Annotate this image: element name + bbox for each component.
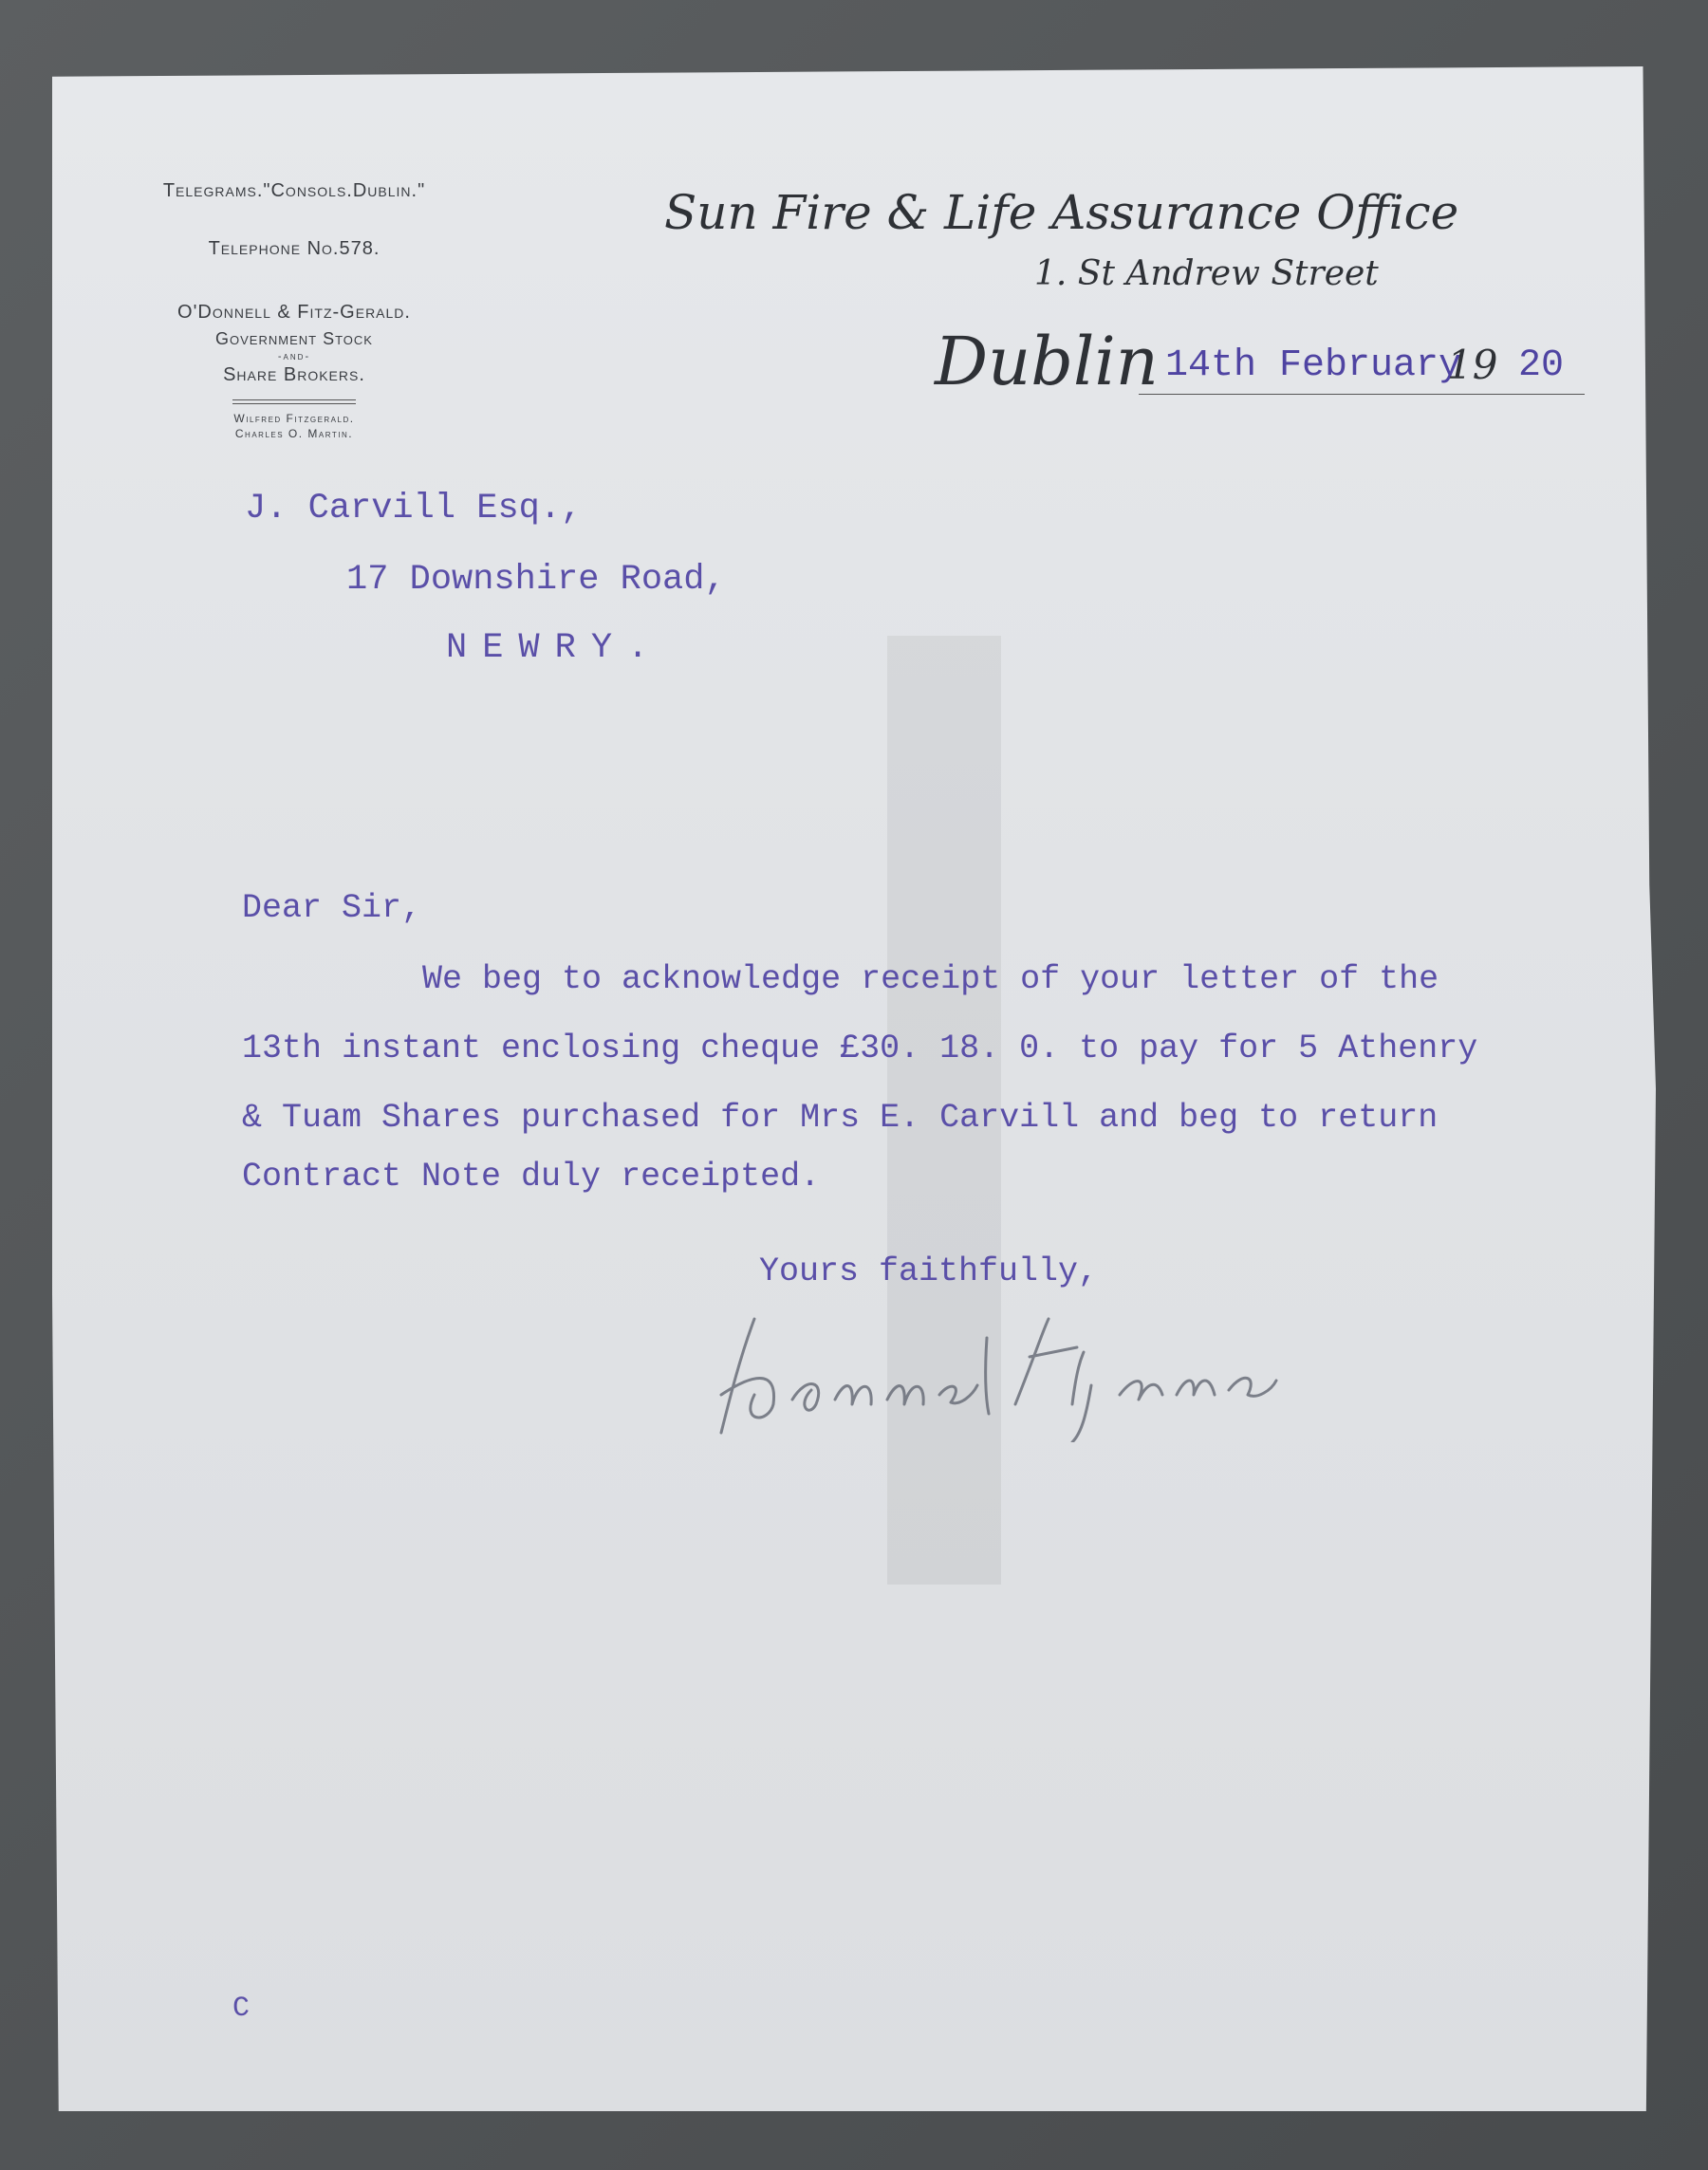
letterhead-block [109, 180, 479, 440]
closing: Yours faithfully, [759, 1252, 1099, 1290]
office-name: Sun Fire & Life Assurance Office [664, 185, 1459, 240]
body-line-4: Contract Note duly receipted. [242, 1158, 821, 1196]
office-street: 1. St Andrew Street [1034, 254, 1379, 293]
firm-name: O'Donnell & Fitz-Gerald. [177, 302, 411, 323]
recipient-town: NEWRY. [446, 628, 664, 668]
partner-name-2: Charles O. Martin. [234, 427, 354, 440]
letterhead-rule [232, 399, 356, 404]
telephone-line: Telephone No.578. [208, 238, 381, 259]
firm-line-government-stock: Government Stock [215, 329, 373, 348]
body-line-1: We beg to acknowledge receipt of your letter of the [422, 960, 1439, 998]
firm-line-share-brokers: Share Brokers. [223, 364, 365, 385]
firm-line-and: -and- [277, 351, 311, 362]
telegrams-line: Telegrams."Consols.Dublin." [162, 180, 426, 201]
body-line-2: 13th instant enclosing cheque £30. 18. 0. to pay for 5 Athenry [242, 1029, 1478, 1067]
date-rule [1139, 394, 1585, 395]
recipient-name: J. Carvill Esq., [245, 489, 583, 529]
body-line-3: & Tuam Shares purchased for Mrs E. Carvill and beg to return [242, 1099, 1439, 1137]
date-typed: 14th February [1165, 344, 1462, 387]
recipient-street: 17 Downshire Road, [346, 560, 726, 600]
footer-mark: C [232, 1993, 251, 2025]
office-city: Dublin [935, 323, 1159, 400]
handwritten-signature [702, 1300, 1461, 1442]
salutation: Dear Sir, [242, 889, 422, 927]
partner-name-1: Wilfred Fitzgerald. [233, 412, 355, 425]
date-century: 19 [1447, 342, 1498, 388]
date-year-suffix: 20 [1518, 344, 1565, 387]
